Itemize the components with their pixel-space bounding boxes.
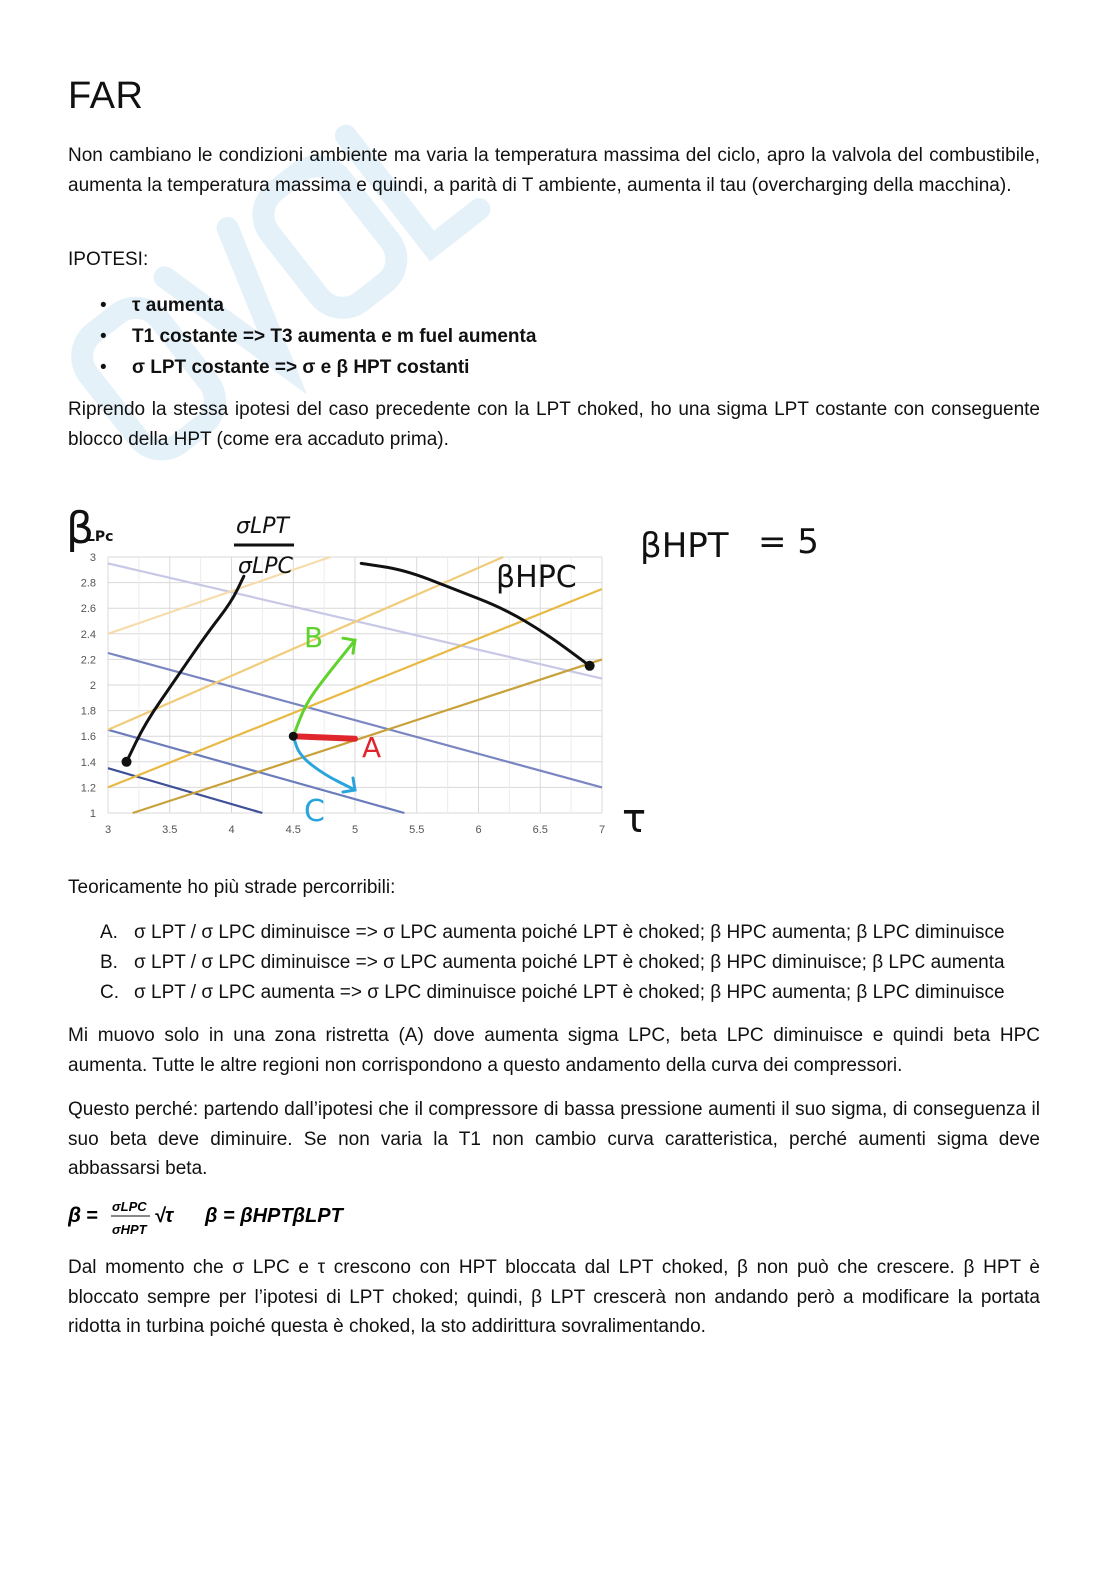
path-a-stroke bbox=[293, 736, 355, 739]
beta-hpc-end-dot bbox=[585, 661, 595, 671]
x-tick-label: 6.5 bbox=[532, 824, 548, 836]
zone-paragraph: Mi muovo solo in una zona ristretta (A) dove aumenta sigma LPC, beta LPC diminuisce e quindi beta HPC aumenta. Tutte le altre regioni non corrispondono a questo andamento della curva dei compressori. bbox=[68, 1025, 1040, 1076]
y-tick-label: 1.4 bbox=[80, 756, 96, 769]
y-tick-label: 2.8 bbox=[80, 577, 96, 590]
y-tick-label: 1.2 bbox=[80, 782, 96, 795]
x-tick-label: 3.5 bbox=[162, 824, 178, 836]
conclusion-paragraph: Dal momento che σ LPC e τ crescono con HPT bloccata dal LPT choked, β non può che crescere. β HPT è bloccato sempre per l’ipotesi di LPT choked; quindi, β LPT crescerà non andando però a modificare la portata ridotta in turbina poiché questa è choked, la sto addirittura sovralimentando. bbox=[68, 1257, 1040, 1337]
option-text: σ LPT / σ LPC aumenta => σ LPC diminuisce poiché LPT è choked; β HPC aumenta; β LPC diminuisce bbox=[134, 982, 1005, 1003]
list-item bbox=[100, 978, 1005, 1008]
why-paragraph: Questo perché: partendo dall’ipotesi che il compressore di bassa pressione aumenti il suo sigma, di conseguenza il suo beta deve diminuire. Se non varia la T1 non cambio curva caratteristica, perché aumenti sigma deve abbassarsi beta. bbox=[68, 1099, 1040, 1179]
x-tick-label: 3 bbox=[104, 824, 112, 836]
list-item bbox=[100, 948, 1005, 978]
annotation-tau: τ bbox=[622, 796, 647, 842]
x-tick-label: 5.5 bbox=[409, 824, 425, 836]
annotation-beta-lpc: β bbox=[66, 503, 95, 554]
list-item: • T1 costante => T3 aumenta e m fuel aumenta bbox=[100, 321, 536, 352]
list-item: • σ LPT costante => σ e β HPT costanti bbox=[100, 352, 536, 383]
formula-denominator: σHPT bbox=[112, 1222, 147, 1237]
option-text: σ LPT / σ LPC diminuisce => σ LPC aumenta poiché LPT è choked; β HPC aumenta; β LPC diminuisce bbox=[134, 922, 1005, 943]
compressor-map-chart bbox=[60, 495, 830, 845]
annotation-beta-hpt-value: = 5 bbox=[758, 522, 819, 562]
y-tick-label: 2 bbox=[89, 680, 96, 692]
options-list bbox=[100, 918, 1005, 1008]
list-item: • τ aumenta bbox=[100, 290, 536, 321]
y-tick-label: 2.2 bbox=[80, 654, 96, 667]
option-marker: C. bbox=[100, 982, 119, 1003]
x-tick-label: 7 bbox=[598, 824, 606, 836]
formula-beta-product: β = βHPTβLPT bbox=[205, 1205, 343, 1227]
annotation-ratio-den: σLPC bbox=[238, 554, 293, 579]
y-tick-label: 1.6 bbox=[80, 731, 96, 744]
option-text: σ LPT / σ LPC diminuisce => σ LPC aumenta poiché LPT è choked; β HPC diminuisce; β LPC aumenta bbox=[134, 952, 1005, 973]
resume-paragraph: Riprendo la stessa ipotesi del caso precedente con la LPT choked, ho una sigma LPT costante con conseguente blocco della HPT (come era accaduto prima). bbox=[68, 399, 1040, 450]
x-tick-label: 4 bbox=[228, 824, 235, 836]
beta-formula bbox=[68, 1192, 388, 1242]
formula-beta: β bbox=[68, 1204, 82, 1227]
hypotheses-heading: IPOTESI: bbox=[68, 249, 149, 270]
annotation-ratio-num: σLPT bbox=[236, 514, 289, 539]
x-tick-label: 6 bbox=[475, 824, 482, 836]
y-tick-label: 2.6 bbox=[80, 603, 96, 616]
formula-equals: = bbox=[86, 1205, 98, 1227]
formula-sqrt-tau: √τ bbox=[154, 1205, 174, 1227]
list-item bbox=[100, 918, 1005, 948]
x-tick-label: 4.5 bbox=[285, 824, 301, 836]
operating-point bbox=[289, 732, 298, 741]
annotation-beta-hpt: βHPT bbox=[640, 526, 729, 566]
hypotheses-list bbox=[100, 290, 536, 383]
y-tick-label: 1 bbox=[89, 808, 96, 820]
label-path-b: B bbox=[304, 621, 324, 654]
option-marker: B. bbox=[100, 952, 118, 973]
label-path-c: C bbox=[304, 794, 325, 829]
annotation-beta-hpc: βHPC bbox=[496, 560, 577, 595]
y-tick-label: 3 bbox=[89, 552, 96, 564]
page-title: FAR bbox=[68, 75, 144, 117]
label-path-a: A bbox=[362, 731, 382, 764]
intro-paragraph: Non cambiano le condizioni ambiente ma varia la temperatura massima del ciclo, apro la valvola del combustibile, aumenta la temperatura massima e quindi, a parità di T ambiente, aumenta il tau (overcharging della macchina). bbox=[68, 145, 1040, 196]
option-marker: A. bbox=[100, 922, 118, 943]
paths-heading: Teoricamente ho più strade percorribili: bbox=[68, 877, 396, 898]
x-tick-label: 5 bbox=[351, 824, 359, 836]
formula-numerator: σLPC bbox=[112, 1199, 147, 1214]
y-tick-label: 1.8 bbox=[80, 705, 96, 718]
y-tick-label: 2.4 bbox=[80, 628, 96, 641]
annotation-beta-lpc-sub: LPc bbox=[86, 529, 114, 545]
beta-lpc-end-dot bbox=[122, 757, 132, 767]
